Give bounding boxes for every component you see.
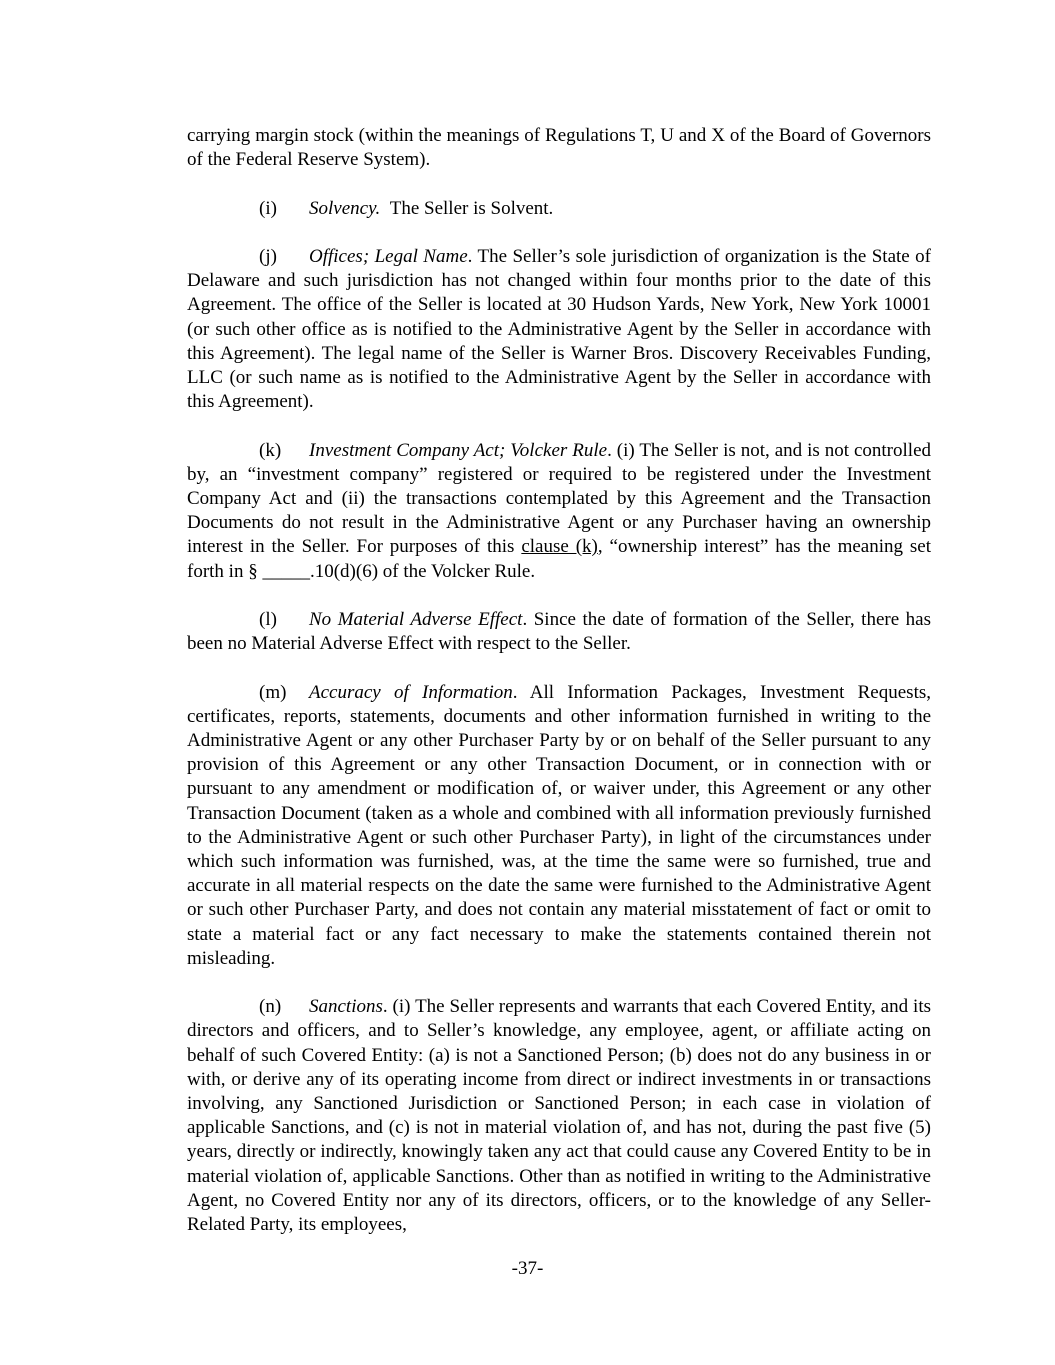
section-j xyxy=(187,245,931,414)
section-n-body: . (i) The Seller represents and warrants that each Covered Entity, and its directors and officers, and to Seller’s knowledge, any employee, agent, or affiliate acting on behalf of such Covered Entity: (a) is not a Sanctioned Person; (b) does not do any business in or with, or derive any of its operating income from direct or indirect investments in or transactions involving, any Sanctioned Jurisdiction or Sanctioned Person; in each case in violation of applicable Sanctions, and (c) is not in material violation of, and has not, during the past five (5) years, directly or indirectly, knowingly taken any act that could cause any Covered Entity to be in material violation of, applicable Sanctions. Other than as notified in writing to the Administrative Agent, no Covered Entity nor any of its directors, officers, or to the knowledge of any Seller-Related Party, its employees, xyxy=(187,996,931,1236)
section-k-title: Investment Company Act; Volcker Rule xyxy=(309,439,608,461)
section-j-body: . The Seller’s sole jurisdiction of organization is the State of Delaware and such jurisdiction has not changed within four months prior to the date of this Agreement. The office of the Seller is located at 30 Hudson Yards, New York, New York 10001 (or such other office as is notified to the Administrative Agent by the Seller in accordance with this Agreement). The legal name of the Seller is Warner Bros. Discovery Receivables Funding, LLC (or such name as is notified to the Administrative Agent by the Seller in accordance with this Agreement). xyxy=(187,245,931,413)
section-i-body: The Seller is Solvent. xyxy=(389,197,554,219)
section-j-label: (j) xyxy=(259,245,277,267)
clause-k-reference: clause (k) xyxy=(521,536,598,558)
section-m-label: (m) xyxy=(259,681,287,703)
section-n-title: Sanctions xyxy=(309,996,383,1018)
section-n-label: (n) xyxy=(259,996,282,1018)
section-k-body-end: , “ownership interest” has the meaning set forth in § _____.10(d)(6) of the Volcker Rule. xyxy=(187,536,931,582)
section-m-title: Accuracy of Information xyxy=(309,681,513,703)
section-i-label: (i) xyxy=(259,197,277,219)
page-number: -37- xyxy=(511,1258,544,1279)
section-l xyxy=(187,608,931,656)
page-body xyxy=(187,124,931,1237)
section-k-label: (k) xyxy=(259,439,282,461)
section-k xyxy=(187,439,931,584)
section-n xyxy=(187,995,931,1237)
section-l-body: . Since the date of formation of the Seller, there has been no Material Adverse Effect with respect to the Seller. xyxy=(187,609,932,655)
intro-paragraph: carrying margin stock (within the meanings of Regulations T, U and X of the Board of Governors of the Federal Reserve System). xyxy=(187,125,931,171)
section-i-title: Solvency. xyxy=(309,197,381,219)
section-k-body-start: . (i) The Seller is not, and is not controlled by, an “investment company” registered or required to be registered under the Investment Company Act and (ii) the transactions contemplated by this Agreement and the Transaction Documents do not result in the Administrative Agent or any Purchaser having an ownership interest in the Seller. For purposes of this xyxy=(187,439,931,558)
section-l-label: (l) xyxy=(259,609,277,630)
section-l-title: No Material Adverse Effect xyxy=(309,609,523,630)
section-m-body: . All Information Packages, Investment Requests, certificates, reports, statements, documents and other information furnished in writing to the Administrative Agent or any other Purchaser Party by or on behalf of the Seller pursuant to any provision of this Agreement or any other Transaction Document, or in connection with or pursuant to any amendment or modification of, or waiver under, this Agreement or any other Transaction Document (taken as a whole and combined with all information previously furnished to the Administrative Agent or such other Purchaser Party), in light of the circumstances under which such information was furnished, was, at the time the same were so furnished, true and accurate in all material respects on the date the same were furnished to the Administrative Agent or such other Purchaser Party, and does not contain any material misstatement of fact or omit to state a material fact or any fact necessary to make the statements contained therein not misleading. xyxy=(187,681,931,969)
section-m xyxy=(187,681,931,971)
section-i xyxy=(187,197,931,221)
section-j-title: Offices; Legal Name xyxy=(309,245,468,267)
